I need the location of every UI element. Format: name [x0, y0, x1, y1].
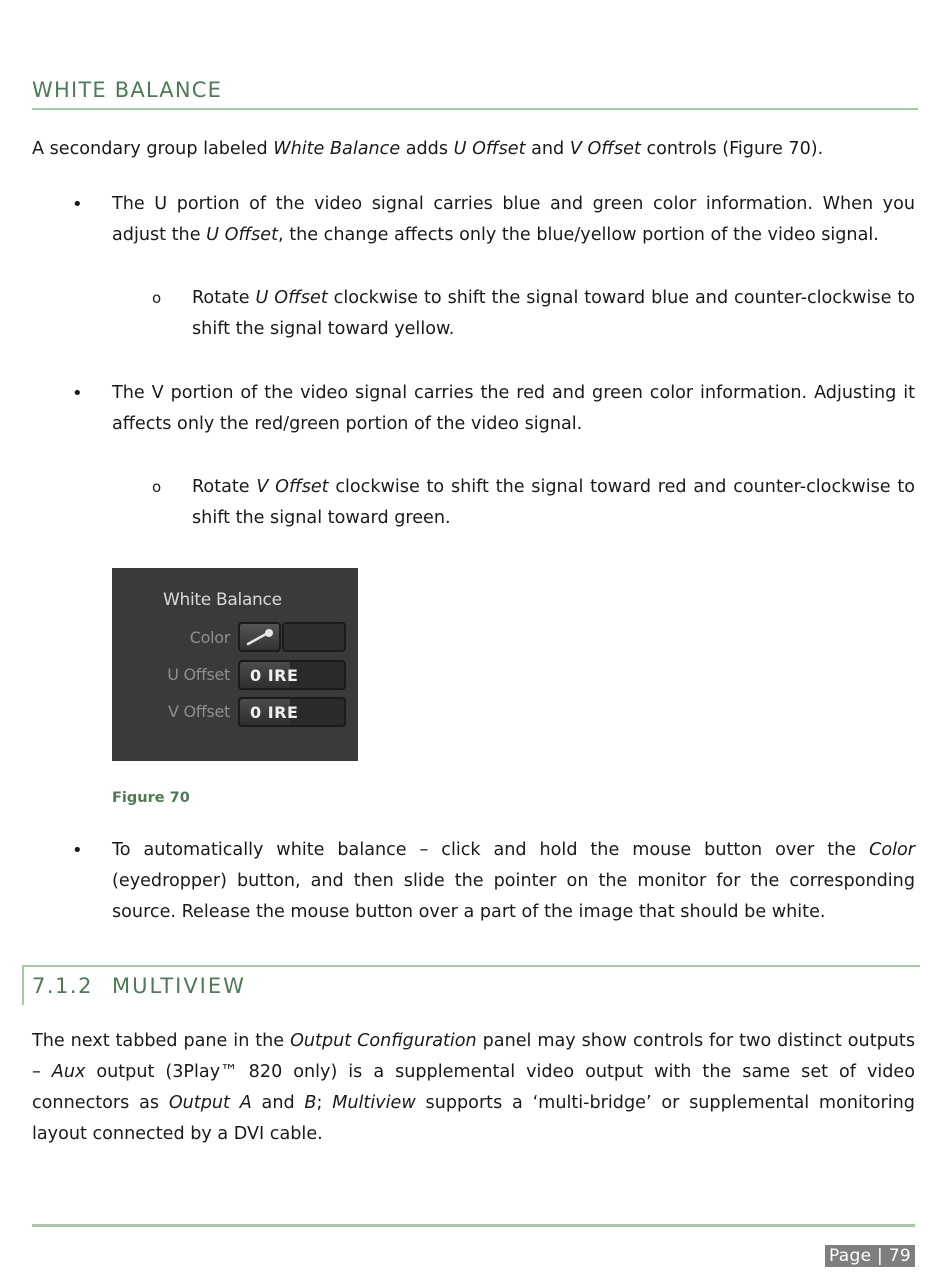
- panel-title: White Balance: [163, 590, 282, 610]
- figure-caption: Figure 70: [112, 790, 190, 806]
- emphasis: Color: [869, 840, 915, 860]
- text-run: The U portion of the video signal carries blue and green color information. When you adjust the: [112, 194, 915, 245]
- text-run: ;: [316, 1093, 333, 1113]
- emphasis: Multiview: [332, 1093, 416, 1113]
- text-run: The next tabbed pane in the: [32, 1031, 291, 1051]
- u-offset-slider[interactable]: [238, 660, 346, 690]
- multiview-paragraph: [32, 1026, 915, 1150]
- text-run: Rotate: [192, 477, 257, 497]
- emphasis: V Offset: [256, 477, 329, 497]
- sub-bullet-marker: o: [152, 478, 162, 496]
- text-run: The V portion of the video signal carries the red and green color information. Adjusting it affects only the red/green portion of the video signal.: [112, 383, 915, 434]
- text-run: (eyedropper) button, and then slide the pointer on the monitor for the corresponding source. Release the mouse button over a part of the image that should be white.: [112, 871, 915, 922]
- text-run: controls (Figure 70).: [640, 139, 824, 159]
- emphasis: B: [304, 1093, 317, 1113]
- color-swatch[interactable]: [282, 622, 346, 652]
- subsection-number: 7.1.2: [32, 974, 93, 998]
- text-run: supports a ‘multi-bridge’ or supplemental monitoring layout connected by a DVI cable.: [32, 1093, 915, 1144]
- section-heading: WHITE BALANCE: [32, 78, 918, 110]
- u-offset-value: 0 IRE: [250, 666, 299, 685]
- bullet-item: [72, 378, 915, 440]
- subsection-title: MULTIVIEW: [112, 974, 246, 998]
- footer-rule: [32, 1224, 915, 1227]
- bullet-marker: •: [72, 383, 83, 404]
- emphasis: U Offset: [255, 288, 328, 308]
- text-run: panel may show controls for two distinct outputs –: [32, 1031, 915, 1082]
- eyedropper-button[interactable]: [238, 622, 281, 652]
- subsection-heading: [22, 965, 920, 1005]
- text-run: clockwise to shift the signal toward blue and counter-clockwise to shift the signal toward yellow.: [192, 288, 915, 339]
- text-run: and: [525, 139, 570, 159]
- emphasis: U Offset: [206, 225, 279, 245]
- page-number-badge: Page | 79: [825, 1245, 915, 1267]
- emphasis: Output Configuration: [290, 1031, 477, 1051]
- emphasis: V Offset: [569, 139, 641, 159]
- text-run: output (3Play™ 820 only) is a supplemental video output with the same set of video connectors as: [32, 1062, 916, 1113]
- bullet-item: [72, 835, 915, 928]
- bullet-marker: •: [72, 840, 83, 861]
- emphasis: Output A: [168, 1093, 252, 1113]
- sub-bullet-item: [152, 283, 915, 345]
- v-offset-label: V Offset: [168, 702, 230, 721]
- text-run: and: [251, 1093, 305, 1113]
- bullet-marker: •: [72, 194, 83, 215]
- emphasis: White Balance: [273, 139, 401, 159]
- emphasis: Aux: [51, 1062, 86, 1082]
- sub-bullet-item: [152, 472, 915, 534]
- intro-paragraph: [32, 134, 915, 165]
- white-balance-figure: [112, 568, 358, 761]
- emphasis: U Offset: [453, 139, 526, 159]
- sub-bullet-marker: o: [152, 289, 162, 307]
- text-run: Rotate: [192, 288, 256, 308]
- text-run: A secondary group labeled: [32, 139, 274, 159]
- v-offset-value: 0 IRE: [250, 703, 299, 722]
- text-run: , the change affects only the blue/yellow portion of the video signal.: [278, 225, 879, 245]
- bullet-item: [72, 189, 915, 251]
- v-offset-slider[interactable]: [238, 697, 346, 727]
- u-offset-label: U Offset: [167, 665, 230, 684]
- color-label: Color: [189, 628, 230, 647]
- eyedropper-icon: [240, 624, 279, 650]
- text-run: adds: [400, 139, 454, 159]
- text-run: clockwise to shift the signal toward red and counter-clockwise to shift the signal toward green.: [192, 477, 915, 528]
- text-run: To automatically white balance – click and hold the mouse button over the: [112, 840, 870, 860]
